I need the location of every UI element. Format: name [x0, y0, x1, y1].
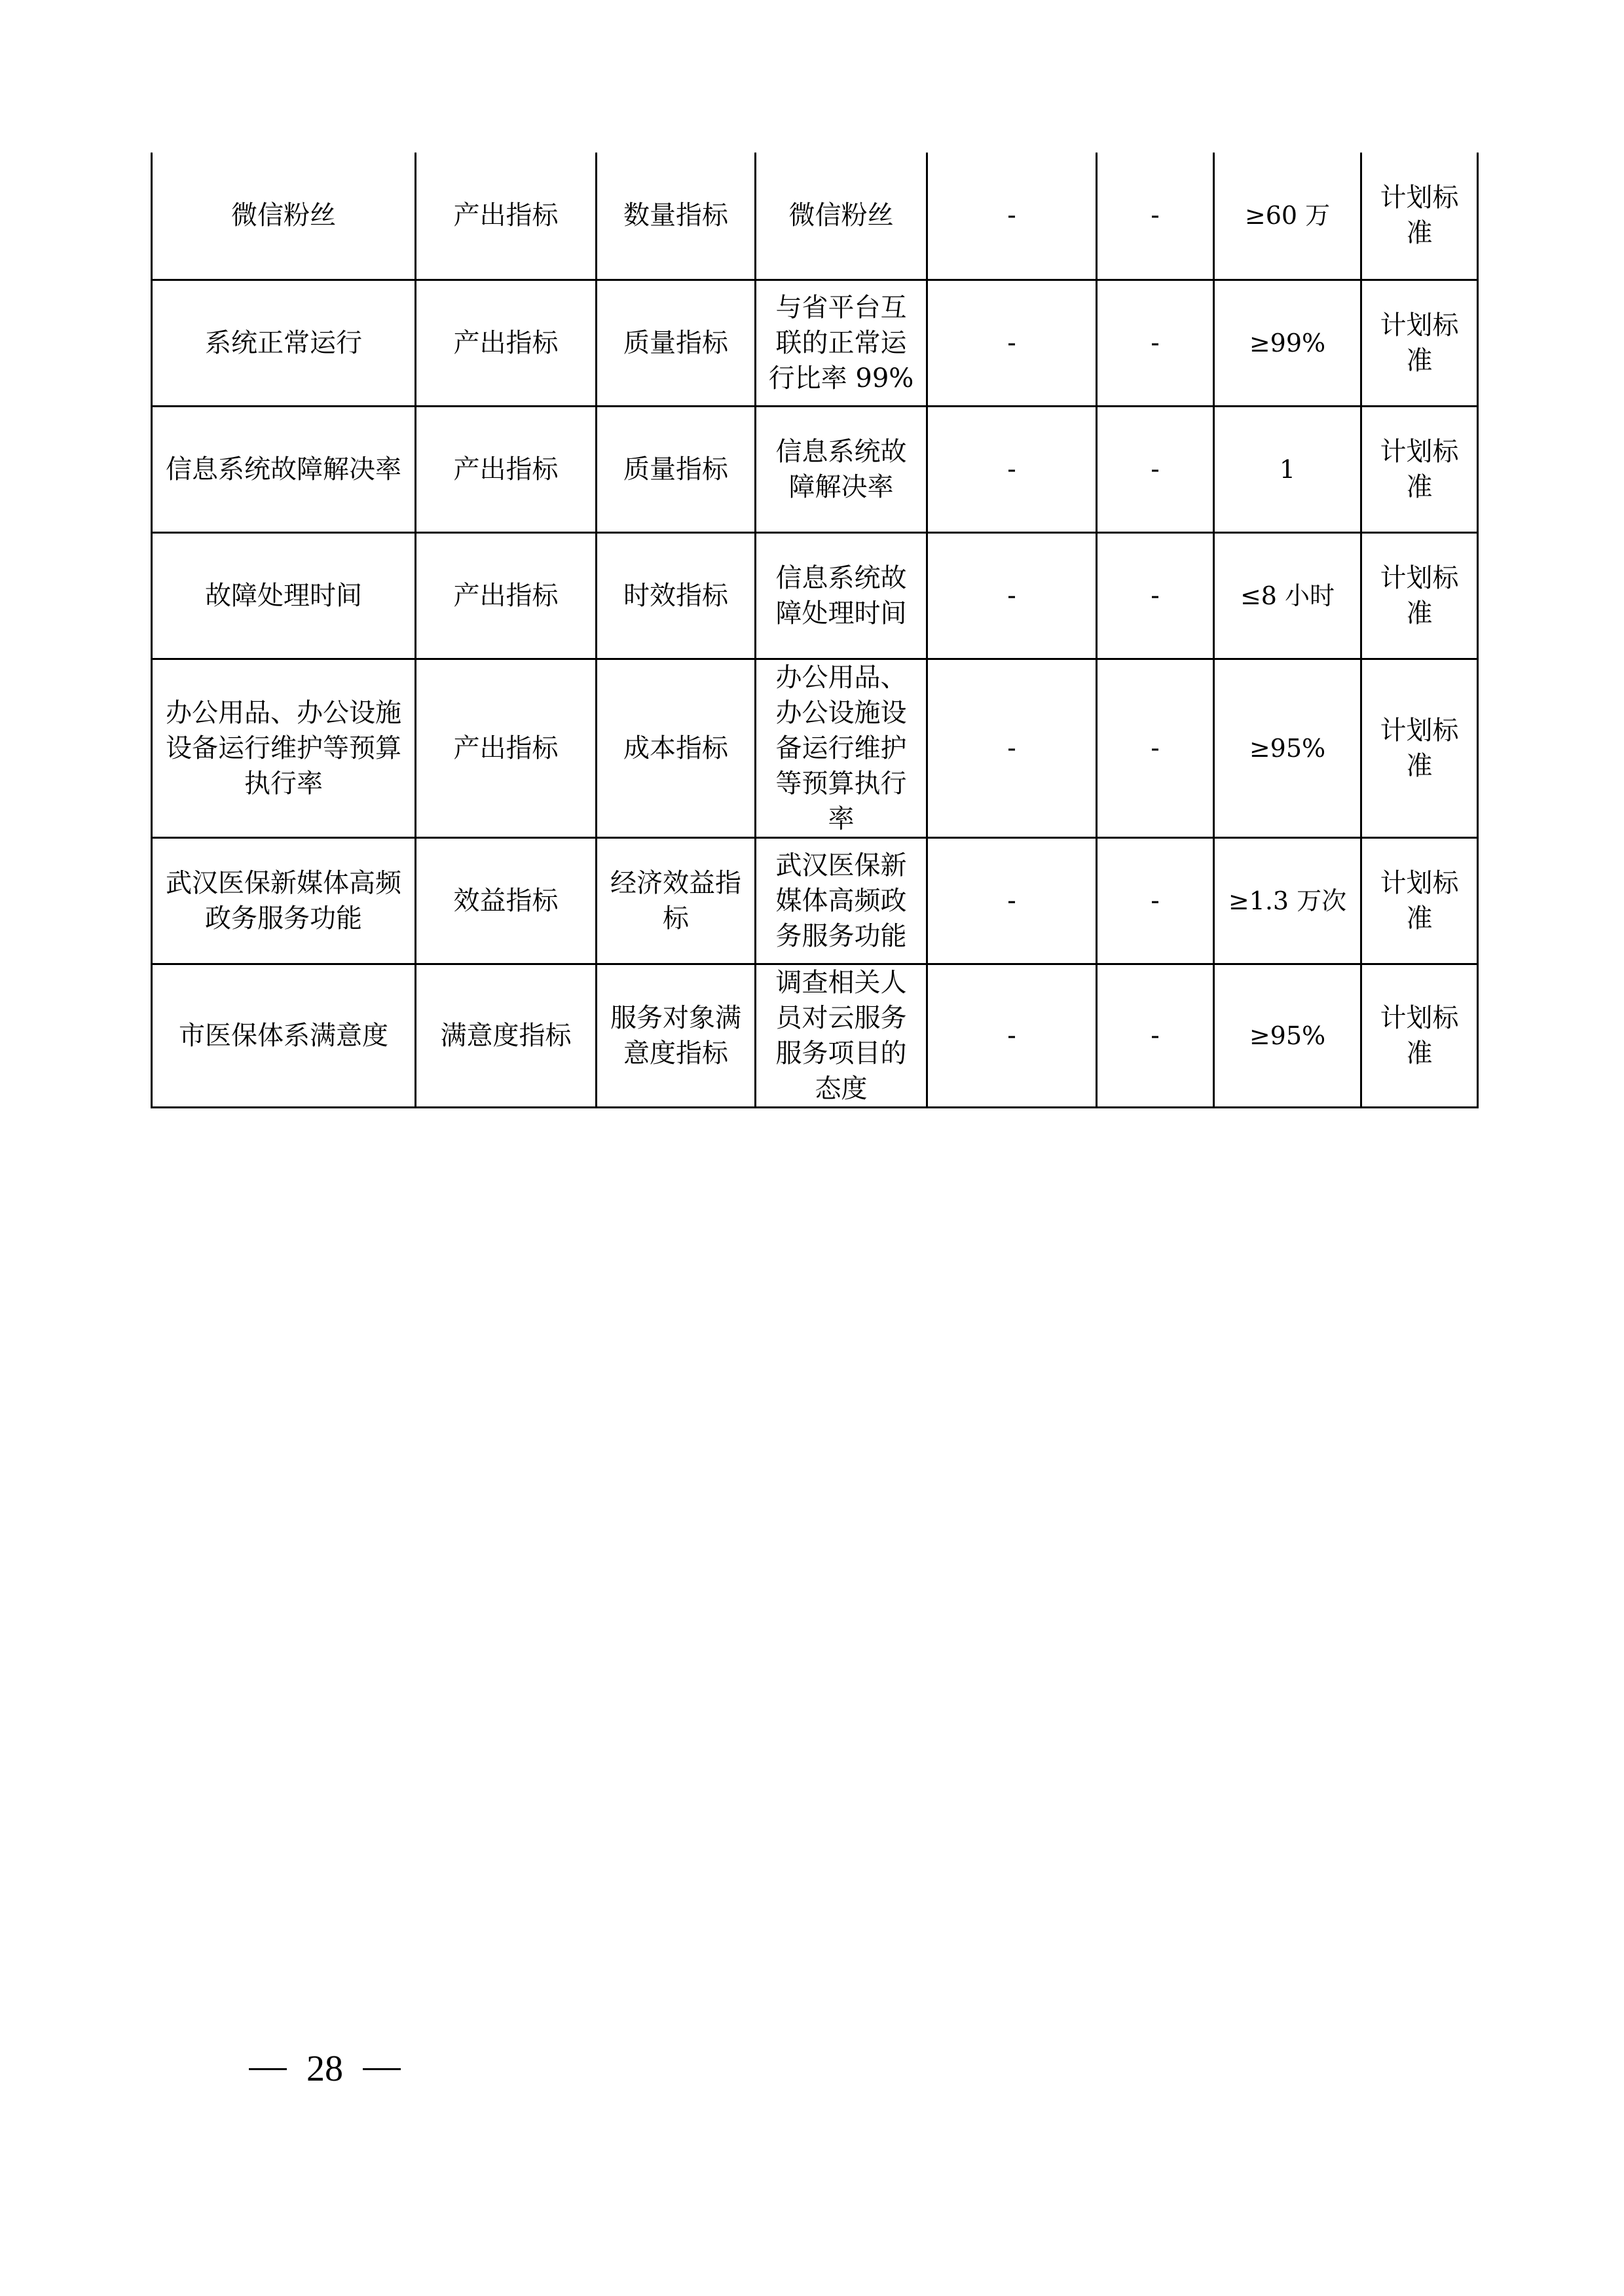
target-value-cell: ≥99%: [1214, 280, 1361, 406]
page-number-right-dash: [363, 2068, 401, 2070]
table-row: [152, 406, 1478, 532]
target-value-cell: ≥95%: [1214, 964, 1361, 1107]
level1-indicator-cell: 产出指标: [416, 532, 597, 659]
prior-value-cell: -: [927, 406, 1097, 532]
level1-indicator-cell: 产出指标: [416, 153, 597, 280]
indicator-content-cell: 与省平台互联的正常运行比率 99%: [756, 280, 927, 406]
indicator-content-cell: 信息系统故障处理时间: [756, 532, 927, 659]
level2-indicator-cell: 质量指标: [597, 406, 756, 532]
level1-indicator-cell: 满意度指标: [416, 964, 597, 1107]
prior-value-cell: -: [927, 964, 1097, 1107]
level2-indicator-cell: 数量指标: [597, 153, 756, 280]
prior-value-cell: -: [927, 280, 1097, 406]
indicator-name-cell: 市医保体系满意度: [152, 964, 416, 1107]
indicator-content-cell: 办公用品、办公设施设备运行维护等预算执行率: [756, 659, 927, 837]
indicator-content-cell: 武汉医保新媒体高频政务服务功能: [756, 837, 927, 964]
page-number: [249, 2043, 419, 2095]
basis-cell: 计划标准: [1361, 406, 1478, 532]
level2-indicator-cell: 服务对象满意度指标: [597, 964, 756, 1107]
indicator-name-cell: 微信粉丝: [152, 153, 416, 280]
page-number-left-dash: [249, 2068, 287, 2070]
target-value-cell: ≥60 万: [1214, 153, 1361, 280]
indicator-content-cell: 微信粉丝: [756, 153, 927, 280]
table-row: [152, 532, 1478, 659]
indicator-name-cell: 系统正常运行: [152, 280, 416, 406]
basis-cell: 计划标准: [1361, 532, 1478, 659]
table-row: [152, 659, 1478, 837]
level2-indicator-cell: 时效指标: [597, 532, 756, 659]
prior-value-cell: -: [927, 532, 1097, 659]
basis-cell: 计划标准: [1361, 964, 1478, 1107]
table-row: [152, 280, 1478, 406]
current-value-cell: -: [1097, 532, 1214, 659]
basis-cell: 计划标准: [1361, 153, 1478, 280]
indicator-content-cell: 调查相关人员对云服务服务项目的态度: [756, 964, 927, 1107]
level1-indicator-cell: 产出指标: [416, 659, 597, 837]
target-value-cell: ≥95%: [1214, 659, 1361, 837]
level2-indicator-cell: 质量指标: [597, 280, 756, 406]
current-value-cell: -: [1097, 837, 1214, 964]
indicator-name-cell: 信息系统故障解决率: [152, 406, 416, 532]
indicator-content-cell: 信息系统故障解决率: [756, 406, 927, 532]
table-row: [152, 964, 1478, 1107]
prior-value-cell: -: [927, 153, 1097, 280]
basis-cell: 计划标准: [1361, 280, 1478, 406]
current-value-cell: -: [1097, 659, 1214, 837]
target-value-cell: ≤8 小时: [1214, 532, 1361, 659]
page-number-text: 28: [306, 2049, 343, 2089]
target-value-cell: ≥1.3 万次: [1214, 837, 1361, 964]
performance-indicator-table: [151, 153, 1479, 1108]
level2-indicator-cell: 经济效益指标: [597, 837, 756, 964]
current-value-cell: -: [1097, 406, 1214, 532]
basis-cell: 计划标准: [1361, 837, 1478, 964]
level1-indicator-cell: 产出指标: [416, 406, 597, 532]
table-row: [152, 837, 1478, 964]
indicator-name-cell: 故障处理时间: [152, 532, 416, 659]
table-row: [152, 153, 1478, 280]
indicator-name-cell: 办公用品、办公设施设备运行维护等预算执行率: [152, 659, 416, 837]
current-value-cell: -: [1097, 964, 1214, 1107]
current-value-cell: -: [1097, 153, 1214, 280]
indicator-name-cell: 武汉医保新媒体高频政务服务功能: [152, 837, 416, 964]
level1-indicator-cell: 效益指标: [416, 837, 597, 964]
target-value-cell: 1: [1214, 406, 1361, 532]
level1-indicator-cell: 产出指标: [416, 280, 597, 406]
level2-indicator-cell: 成本指标: [597, 659, 756, 837]
current-value-cell: -: [1097, 280, 1214, 406]
prior-value-cell: -: [927, 659, 1097, 837]
basis-cell: 计划标准: [1361, 659, 1478, 837]
prior-value-cell: -: [927, 837, 1097, 964]
